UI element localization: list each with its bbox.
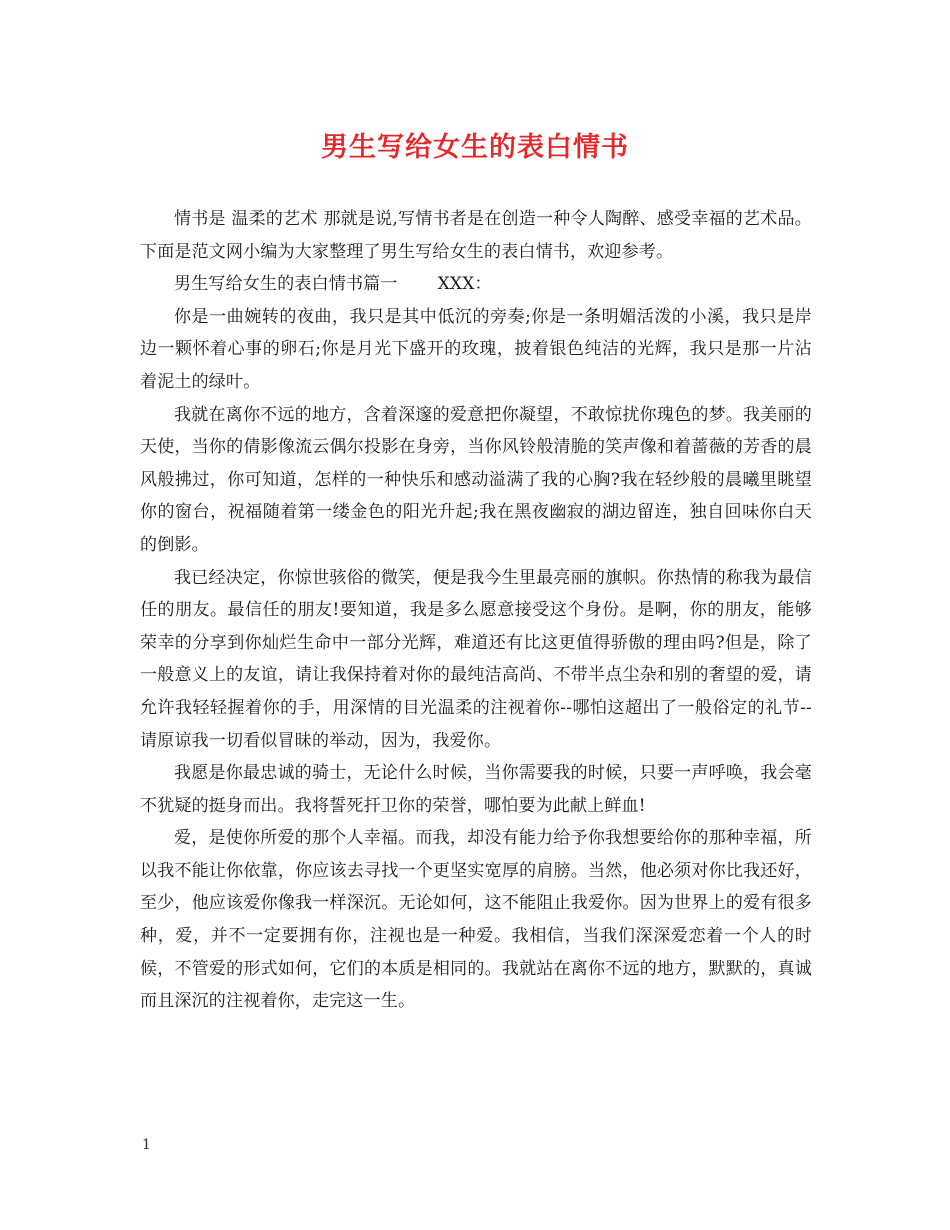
section-heading: 男生写给女生的表白情书篇一 XXX： xyxy=(174,274,492,295)
document-title: 男生写给女生的表白情书 xyxy=(321,132,629,163)
body-paragraph: 爱，是使你所爱的那个人幸福。而我，却没有能力给予你我想要给你的那种幸福，所以我不能让你依靠，你应该去寻找一个更坚实宽厚的肩膀。当然，他必须对你比我还好，至少，他应该爱你像我一样深沉。无论如何，这不能阻止我爱你。因为世界上的爱有很多种，爱，并不一定要拥有你，注视也是一种爱。我相信，当我们深深爱恋着一个人的时候，不管爱的形式如何，它们的本质是相同的。我就站在离你不远的地方，默默的，真诚而且深沉的注视着你，走完这一生。 xyxy=(140,828,812,1012)
intro-paragraph: 情书是 温柔的艺术 那就是说,写情书者是在创造一种令人陶醉、感受幸福的艺术品。下面是范文网小编为大家整理了男生写给女生的表白情书，欢迎参考。 xyxy=(140,209,812,262)
page-number: 1 xyxy=(142,1137,151,1153)
body-paragraph: 我愿是你最忠诚的骑士，无论什么时候，当你需要我的时候，只要一声呼唤，我会毫不犹疑的挺身而出。我将誓死扞卫你的荣誉，哪怕要为此献上鲜血! xyxy=(140,763,812,816)
body-paragraph: 我就在离你不远的地方，含着深邃的爱意把你凝望，不敢惊扰你瑰色的梦。我美丽的天使，当你的倩影像流云偶尔投影在身旁，当你风铃般清脆的笑声像和着蔷薇的芳香的晨风般拂过，你可知道，怎样的一种快乐和感动溢满了我的心胸?我在轻纱般的晨曦里眺望你的窗台，祝福随着第一缕金色的阳光升起;我在黑夜幽寂的湖边留连，独自回味你白天的倒影。 xyxy=(140,404,812,555)
document-body xyxy=(140,203,812,1018)
body-paragraph: 你是一曲婉转的夜曲，我只是其中低沉的旁奏;你是一条明媚活泼的小溪，我只是岸边一颗怀着心事的卵石;你是月光下盛开的玫瑰，披着银色纯洁的光辉，我只是那一片沾着泥土的绿叶。 xyxy=(140,306,812,392)
body-paragraph: 我已经决定，你惊世骇俗的微笑，便是我今生里最亮丽的旗帜。你热情的称我为最信任的朋友。最信任的朋友!要知道，我是多么愿意接受这个身份。是啊，你的朋友，能够荣幸的分享到你灿烂生命中一部分光辉，难道还有比这更值得骄傲的理由吗?但是，除了一般意义上的友谊，请让我保持着对你的最纯洁高尚、不带半点尘杂和别的奢望的爱，请允许我轻轻握着你的手，用深情的目光温柔的注视着你--哪怕这超出了一般俗定的礼节--请原谅我一切看似冒昧的举动，因为，我爱你。 xyxy=(140,567,812,751)
